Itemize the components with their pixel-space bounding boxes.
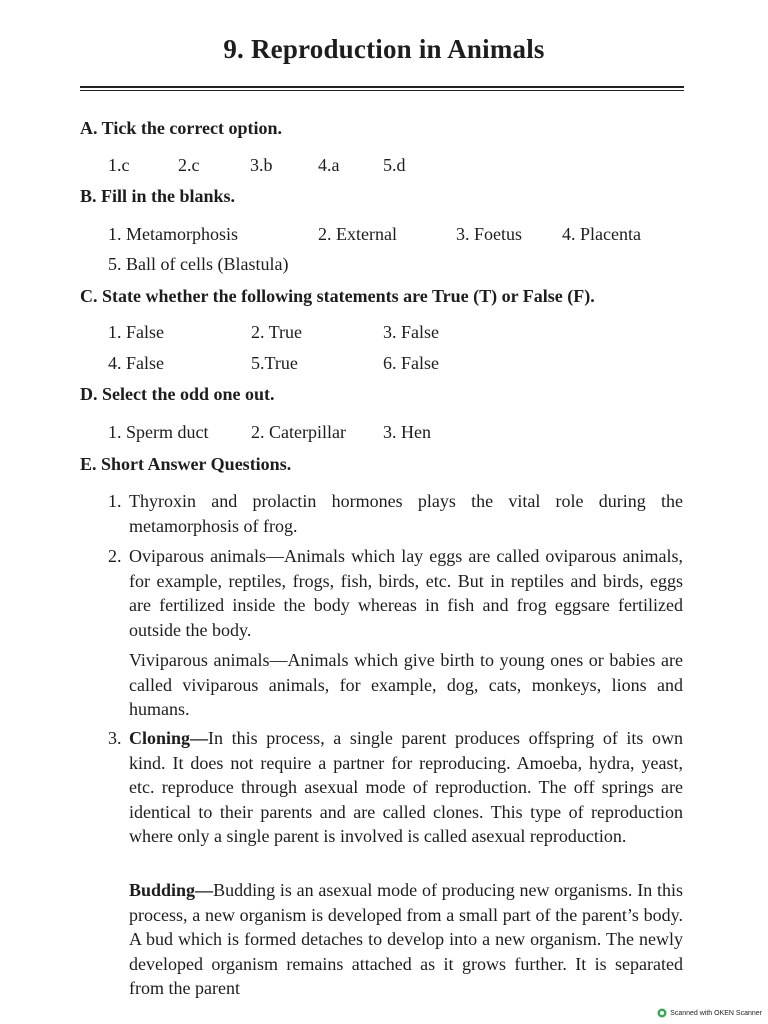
- section-a-answer: 1.c: [108, 155, 130, 175]
- section-b-answer: 4. Placenta: [562, 224, 641, 244]
- question-number: 1.: [108, 491, 122, 511]
- short-answer-3: [108, 726, 683, 849]
- section-c-heading: C. State whether the following statements are True (T) or False (F).: [80, 286, 595, 306]
- answer-text: [129, 726, 683, 849]
- term-budding: Budding—: [129, 880, 214, 900]
- answer-paragraph-viviparous: Viviparous animals—Animals which give birth to young ones or babies are called viviparous animals, for example, dog, cats, monkeys, lions and humans.: [129, 650, 683, 719]
- section-e-heading: E. Short Answer Questions.: [80, 454, 292, 474]
- watermark-label: Scanned with OKEN Scanner: [670, 1009, 762, 1017]
- section-d-answer: 1. Sperm duct: [108, 422, 209, 442]
- section-c-answer: 5.True: [251, 353, 298, 373]
- term-cloning: Cloning—: [129, 728, 209, 748]
- budding-text: Budding is an asexual mode of producing new organisms. In this process, a new organism is developed from a small part of the parent’s body. A bud which is formed detaches to develop into a new organism. The newly developed organism remains attached as it grows further. It is separated from the parent: [129, 880, 683, 998]
- question-number: 2.: [108, 546, 122, 566]
- answer-text: Thyroxin and prolactin hormones plays the vital role during the metamorphosis of frog.: [129, 491, 683, 536]
- title-rule-thick: [80, 86, 684, 88]
- section-b-answer: 2. External: [318, 224, 397, 244]
- oken-scanner-logo-icon: [657, 1008, 667, 1018]
- section-c-answer: 2. True: [251, 322, 303, 342]
- section-b-heading: B. Fill in the blanks.: [80, 186, 236, 206]
- short-answer-1: [108, 489, 683, 538]
- title-rule-thin: [80, 90, 684, 91]
- section-a-answer: 5.d: [383, 155, 406, 175]
- section-c-answer: 3. False: [383, 322, 439, 342]
- short-answer-2: [108, 544, 683, 642]
- section-d-heading: D. Select the odd one out.: [80, 384, 275, 404]
- scanner-watermark: [657, 1008, 762, 1018]
- answer-paragraph-budding: [129, 878, 683, 1001]
- section-b-answer: 1. Metamorphosis: [108, 224, 238, 244]
- section-c-answer: 1. False: [108, 322, 164, 342]
- answer-text: Oviparous animals—Animals which lay eggs are called oviparous animals, for example, reptiles, frogs, fish, birds, etc. But in reptiles and birds, eggs are fertilized inside the body whereas in fish and frog eggsare fertilized outside the body.: [129, 546, 683, 640]
- section-a-answer: 3.b: [250, 155, 273, 175]
- section-d-answer: 2. Caterpillar: [251, 422, 346, 442]
- section-c-answer: 4. False: [108, 353, 164, 373]
- section-a-answer: 4.a: [318, 155, 340, 175]
- section-a-heading: A. Tick the correct option.: [80, 118, 282, 138]
- section-c-answer: 6. False: [383, 353, 439, 373]
- question-number: 3.: [108, 728, 122, 748]
- section-b-answer: 5. Ball of cells (Blastula): [108, 254, 289, 274]
- section-d-answer: 3. Hen: [383, 422, 431, 442]
- section-a-answer: 2.c: [178, 155, 200, 175]
- section-b-answer: 3. Foetus: [456, 224, 523, 244]
- cloning-text: In this process, a single parent produces offspring of its own kind. It does not require a partner for reproducing. Amoeba, hydra, yeast, etc. reproduce through asexual mode of reproduction. The off springs are identical to their parents and are called clones. This type of reproduction where only a single parent is involved is called asexual reproduction.: [129, 728, 683, 846]
- page-title: 9. Reproduction in Animals: [223, 34, 545, 64]
